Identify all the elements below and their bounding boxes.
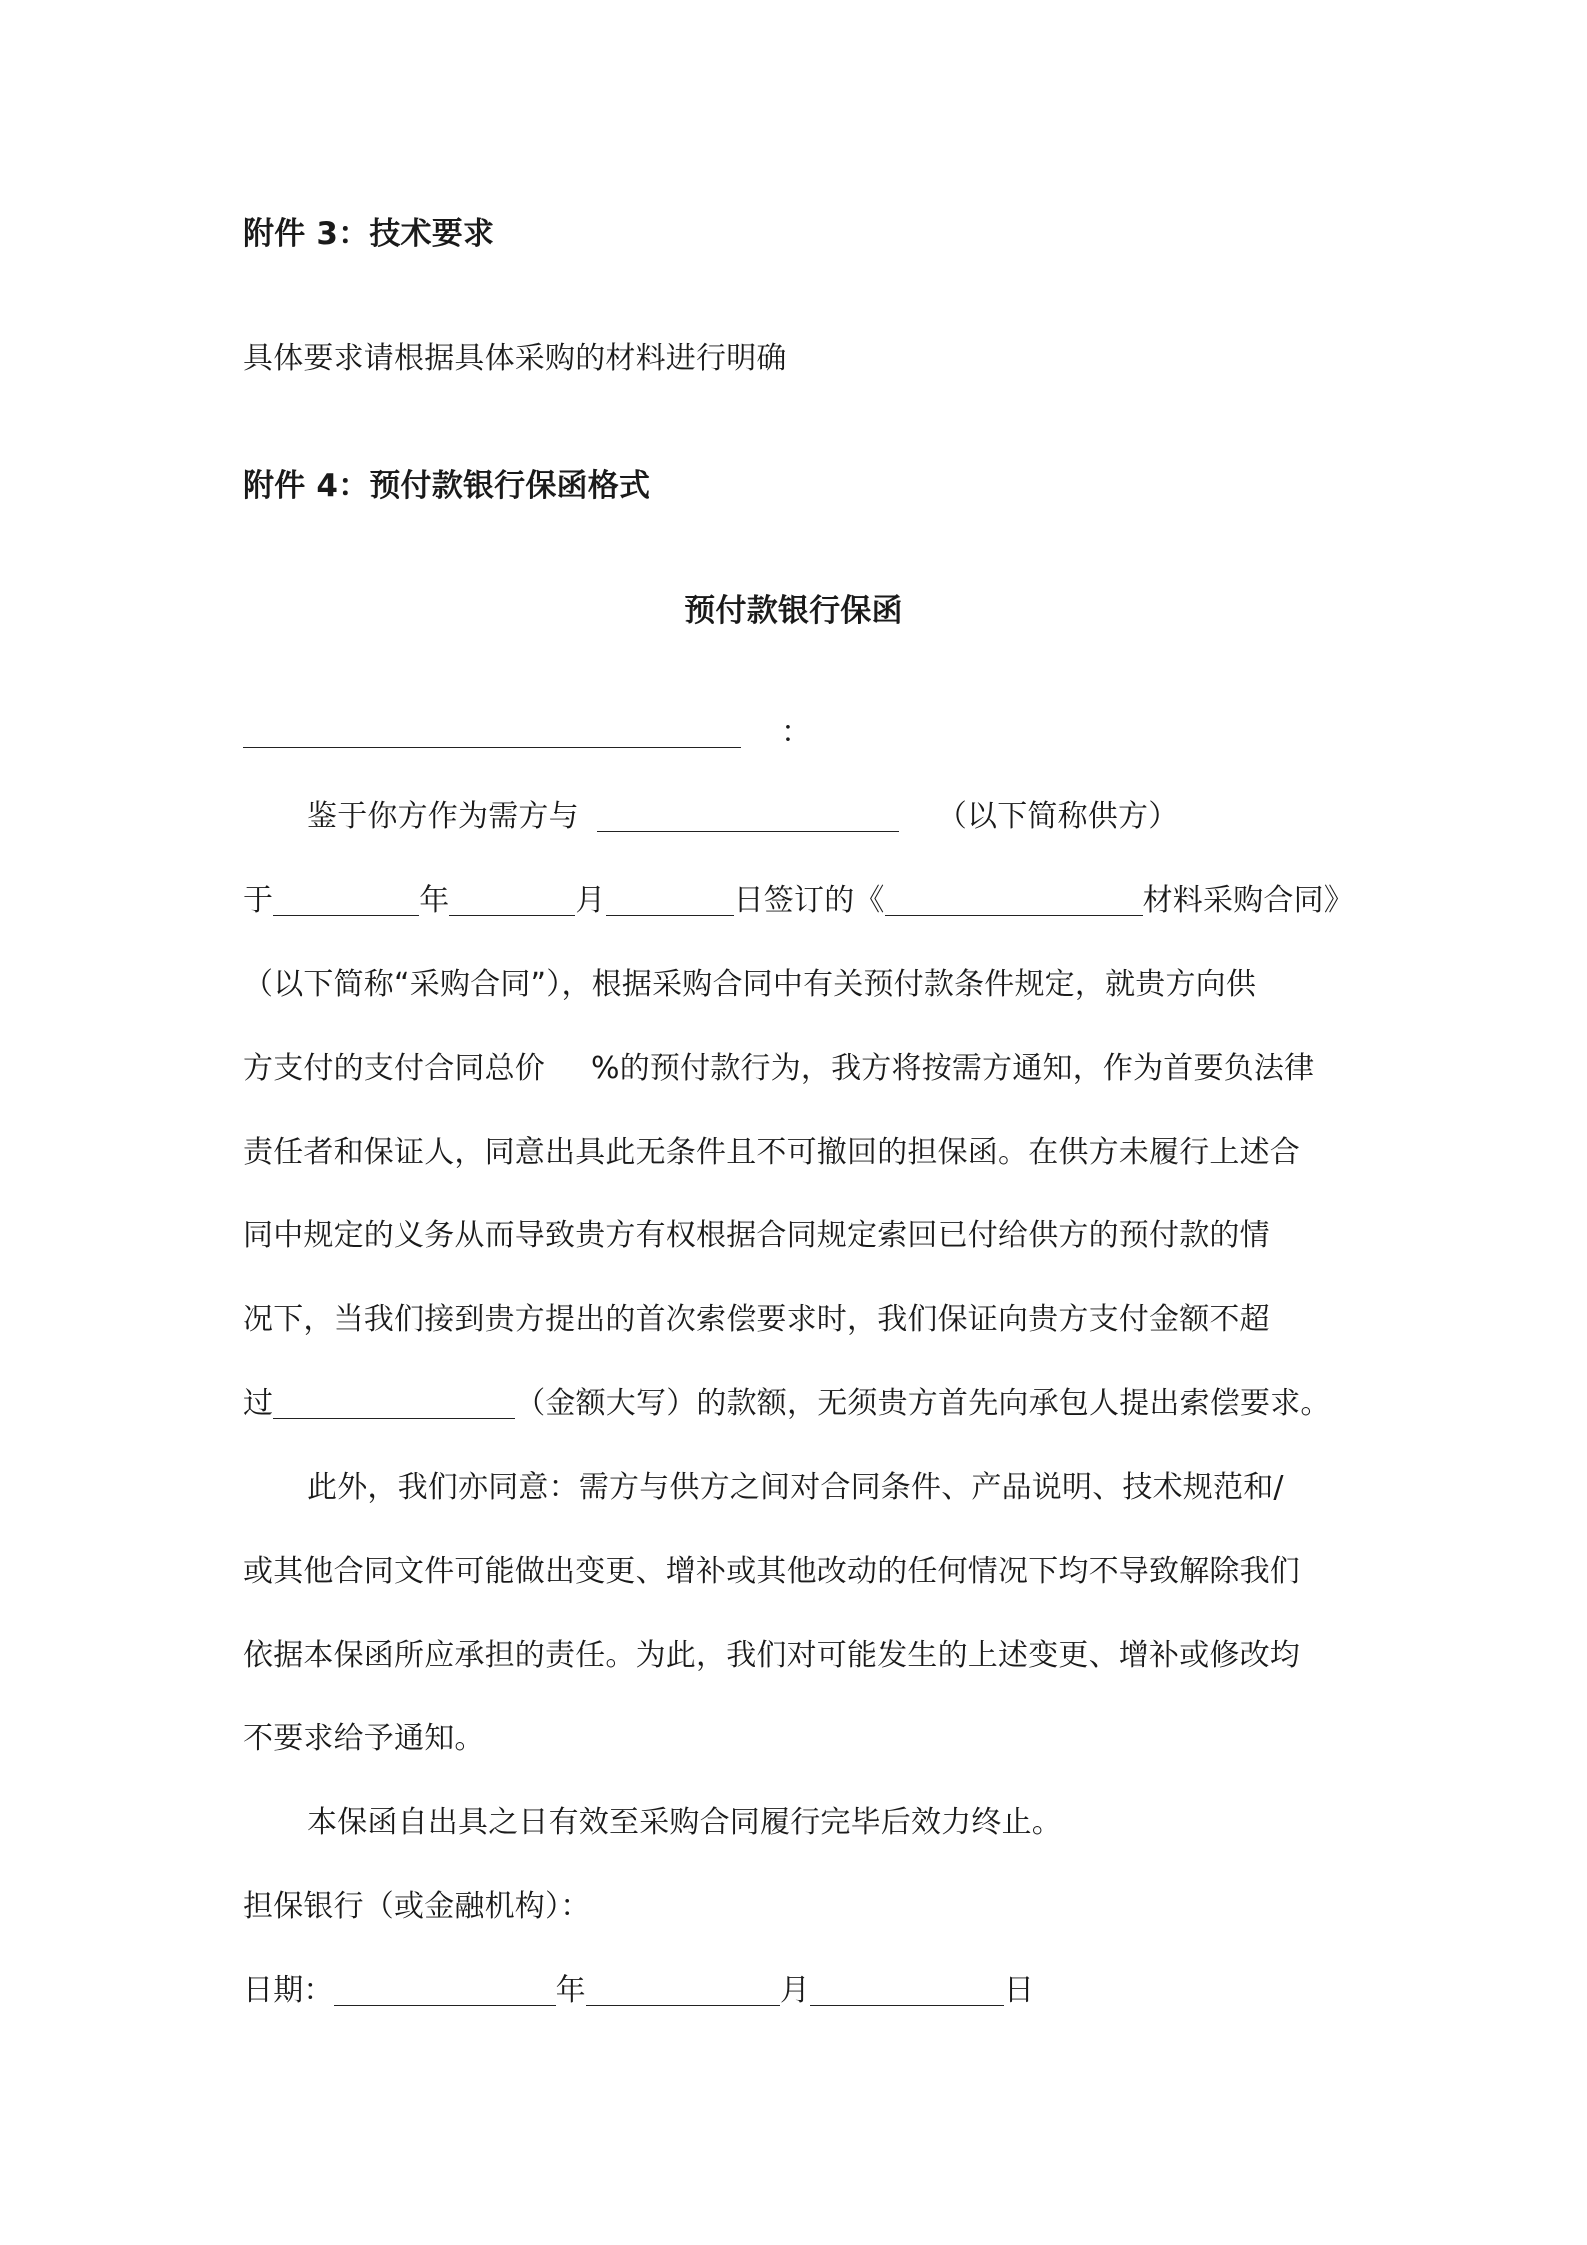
p1-text: 月 xyxy=(575,883,606,918)
addressee-line xyxy=(243,713,1358,753)
guarantee-title: 预付款银行保函 xyxy=(684,593,903,629)
p1-text: 过 xyxy=(243,1386,274,1421)
p3-line: 本保函自出具之日有效至采购合同履行完毕后效力终止。 xyxy=(307,1805,1062,1840)
date-label: 日期： xyxy=(243,1973,334,2008)
date-line xyxy=(243,1971,1358,2011)
annex3-title: 附件 3：技术要求 xyxy=(243,216,495,252)
date-year-blank[interactable] xyxy=(334,1975,556,2006)
p2-line-1: 此外，我们亦同意：需方与供方之间对合同条件、产品说明、技术规范和/ xyxy=(307,1470,1284,1505)
addressee-blank[interactable] xyxy=(243,717,741,748)
date-month-label: 月 xyxy=(779,1973,811,2008)
addressee-colon: ： xyxy=(781,715,812,750)
bank-label: 担保银行（或金融机构）： xyxy=(243,1889,591,1924)
p2-line-4: 不要求给予通知。 xyxy=(243,1721,485,1756)
p1-text: 年 xyxy=(419,883,450,918)
p1-line-5: 责任者和保证人，同意出具此无条件且不可撤回的担保函。在供方未履行上述合 xyxy=(243,1135,1300,1170)
p1-text: 日签订的《 xyxy=(733,883,885,918)
sign-day-blank[interactable] xyxy=(606,885,734,916)
p1-text: （金额大写）的款额，无须贵方首先向承包人提出索偿要求。 xyxy=(515,1386,1331,1421)
date-day-label: 日 xyxy=(1004,1973,1035,2008)
p1-text: 鉴于你方作为需方与 xyxy=(307,799,579,834)
p1-line-2 xyxy=(243,881,1358,921)
p1-line-6: 同中规定的义务从而导致贵方有权根据合同规定索回已付给供方的预付款的情 xyxy=(243,1218,1270,1253)
date-day-blank[interactable] xyxy=(810,1975,1004,2006)
supplier-name-blank[interactable] xyxy=(597,801,899,832)
p1-text: 材料采购合同》 xyxy=(1142,883,1355,918)
date-year-label: 年 xyxy=(555,1973,586,2008)
p1-line-4 xyxy=(243,1049,1358,1089)
p2-line-2: 或其他合同文件可能做出变更、增补或其他改动的任何情况下均不导致解除我们 xyxy=(243,1554,1300,1589)
sign-year-blank[interactable] xyxy=(273,885,419,916)
p1-line-7: 况下，当我们接到贵方提出的首次索偿要求时，我们保证向贵方支付金额不超 xyxy=(243,1302,1270,1337)
date-month-blank[interactable] xyxy=(586,1975,780,2006)
p1-text: 方支付的支付合同总价 xyxy=(243,1051,545,1086)
p1-text: 于 xyxy=(243,883,274,918)
contract-name-blank[interactable] xyxy=(885,885,1143,916)
p1-line-3: （以下简称“采购合同”），根据采购合同中有关预付款条件规定，就贵方向供 xyxy=(243,967,1257,1002)
p2-line-3: 依据本保函所应承担的责任。为此，我们对可能发生的上述变更、增补或修改均 xyxy=(243,1638,1300,1673)
sign-month-blank[interactable] xyxy=(449,885,575,916)
p1-text: （以下简称供方） xyxy=(936,799,1179,834)
annex4-title: 附件 4：预付款银行保函格式 xyxy=(243,468,651,504)
p1-text: %的预付款行为，我方将按需方通知，作为首要负法律 xyxy=(591,1051,1315,1086)
annex3-body: 具体要求请根据具体采购的材料进行明确 xyxy=(243,341,787,376)
p1-line-8 xyxy=(243,1384,1358,1424)
amount-blank[interactable] xyxy=(273,1388,515,1419)
p1-line-1 xyxy=(243,797,1422,837)
